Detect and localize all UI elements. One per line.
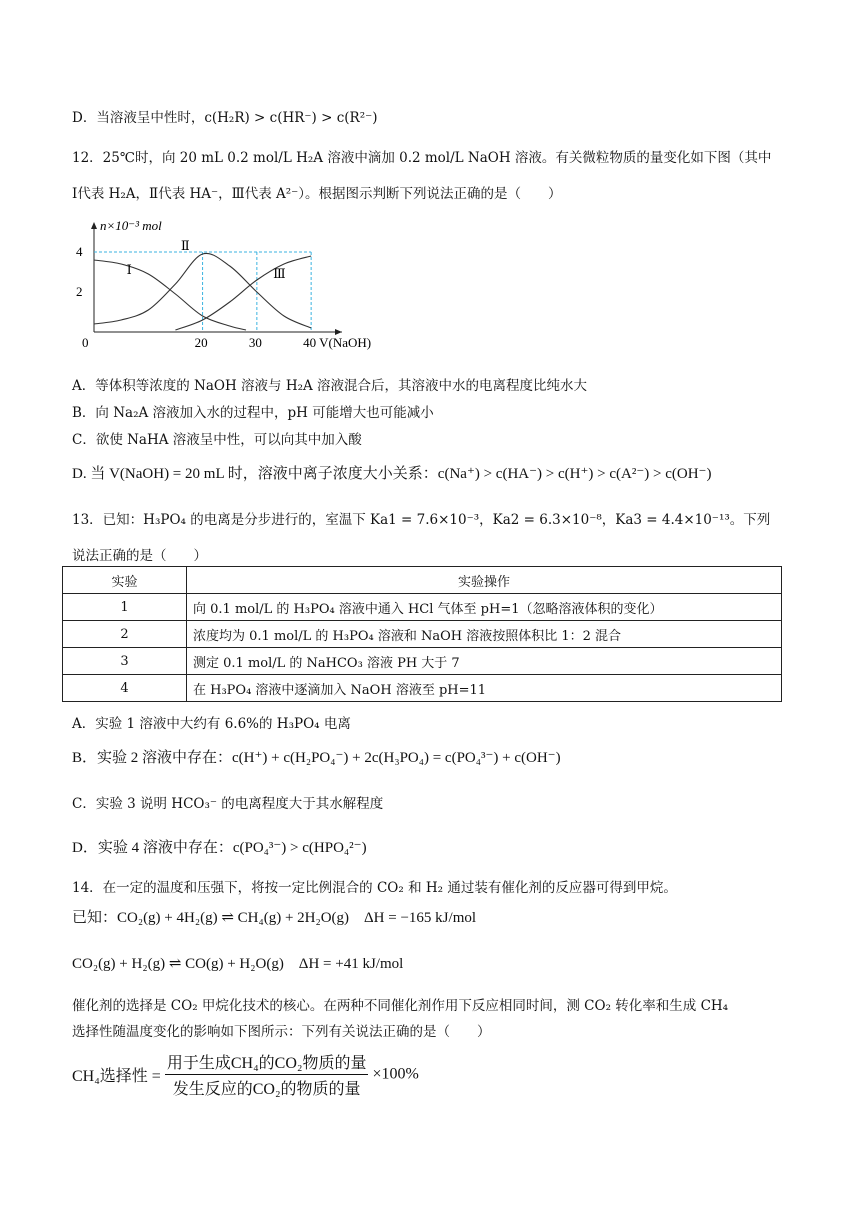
table-cell: 4 (63, 675, 187, 702)
q13-option-a: A．实验 1 溶液中大约有 6.6%的 H₃PO₄ 电离 (72, 716, 351, 732)
table-header-cell: 实验操作 (187, 567, 782, 594)
formula-right: ×100% (372, 1065, 419, 1083)
q13-table (62, 566, 782, 702)
y-axis-label: n×10⁻³ mol (100, 218, 162, 233)
q14-paragraph-line2: 选择性随温度变化的影响如下图所示：下列有关说法正确的是（ ） (72, 1024, 491, 1040)
table-cell: 2 (63, 621, 187, 648)
table-row (63, 621, 782, 648)
table-row (63, 675, 782, 702)
q12-option-a: A．等体积等浓度的 NaOH 溶液与 H₂A 溶液混合后，其溶液中水的电离程度比纯水大 (72, 378, 588, 394)
table-cell: 1 (63, 594, 187, 621)
table-header-cell: 实验 (63, 567, 187, 594)
x-tick-label: 0 (82, 335, 89, 350)
q12-option-c: C．欲使 NaHA 溶液呈中性，可以向其中加入酸 (72, 432, 362, 448)
y-tick-label: 4 (76, 244, 83, 259)
y-tick-label: 2 (76, 284, 83, 299)
q12-option-b: B．向 Na₂A 溶液加入水的过程中，pH 可能增大也可能减小 (72, 405, 434, 421)
q13-option-c: C．实验 3 说明 HCO₃⁻ 的电离程度大于其水解程度 (72, 796, 384, 812)
q12-chart (72, 214, 392, 364)
q14-equation-1: 已知：CO₂(g) + 4H₂(g) ⇌ CH₄(g) + 2H₂O(g) ΔH = −165 kJ/mol (72, 910, 477, 926)
q11-option-d: D．当溶液呈中性时，c(H₂R) > c(HR⁻) > c(R²⁻) (72, 110, 378, 126)
series-label: Ⅲ (273, 266, 286, 281)
table-row (63, 594, 782, 621)
x-tick-label: 20 (194, 335, 208, 350)
q12-stem-line2: Ⅰ代表 H₂A，Ⅱ代表 HA⁻，Ⅲ代表 A²⁻）。根据图示判断下列说法正确的是（ ） (72, 186, 562, 202)
q12-stem-line1: 12．25℃时，向 20 mL 0.2 mol/L H₂A 溶液中滴加 0.2 mol/L NaOH 溶液。有关微粒物质的量变化如下图（其中 (72, 150, 772, 166)
table-cell: 浓度均为 0.1 mol/L 的 H₃PO₄ 溶液和 NaOH 溶液按照体积比 1：2 混合 (187, 621, 782, 648)
q13-option-d: D．实验 4 溶液中存在：c(PO₄³⁻) > c(HPO₄²⁻) (72, 840, 367, 856)
table-cell: 3 (63, 648, 187, 675)
formula-left: CH₄选择性 = (72, 1068, 161, 1085)
series-label: Ⅱ (180, 238, 190, 253)
y-axis-arrow (91, 222, 97, 229)
x-tick-label: 30 (248, 335, 262, 350)
series-line-1 (94, 260, 246, 330)
x-tick-label: 40 (303, 335, 317, 350)
table-cell: 在 H₃PO₄ 溶液中逐滴加入 NaOH 溶液至 pH=11 (187, 675, 782, 702)
series-label: Ⅰ (126, 262, 132, 277)
q13-stem-line1: 13．已知：H₃PO₄ 的电离是分步进行的，室温下 Ka1 = 7.6×10⁻³，Ka2 = 6.3×10⁻⁸，Ka3 = 4.4×10⁻¹³。下列 (72, 512, 771, 528)
q14-stem: 14．在一定的温度和压强下，将按一定比例混合的 CO₂ 和 H₂ 通过装有催化剂的反应器可得到甲烷。 (72, 880, 677, 896)
q12-option-d: D. 当 V(NaOH) = 20 mL 时，溶液中离子浓度大小关系：c(Na⁺) > c(HA⁻) > c(H⁺) > c(A²⁻) > c(OH⁻) (72, 466, 712, 482)
q14-selectivity-formula (72, 1050, 419, 1099)
formula-denominator: 发生反应的CO₂的物质的量 (172, 1081, 361, 1098)
table-row (63, 648, 782, 675)
q13-stem-line2: 说法正确的是（ ） (72, 548, 207, 564)
table-cell: 测定 0.1 mol/L 的 NaHCO₃ 溶液 PH 大于 7 (187, 648, 782, 675)
series-line-3 (175, 256, 311, 330)
q14-paragraph-line1: 催化剂的选择是 CO₂ 甲烷化技术的核心。在两种不同催化剂作用下反应相同时间，测 CO₂ 转化率和生成 CH₄ (72, 998, 729, 1014)
q13-option-b: B．实验 2 溶液中存在：c(H⁺) + c(H₂PO₄⁻) + 2c(H₃PO₄) = c(PO₄³⁻) + c(OH⁻) (72, 750, 561, 766)
q14-equation-2: CO₂(g) + H₂(g) ⇌ CO(g) + H₂O(g) ΔH = +41 kJ/mol (72, 956, 404, 972)
formula-numerator: 用于生成CH₄的CO₂物质的量 (165, 1050, 369, 1075)
table-cell: 向 0.1 mol/L 的 H₃PO₄ 溶液中通入 HCl 气体至 pH=1（忽略溶液体积的变化） (187, 594, 782, 621)
formula-fraction (165, 1050, 369, 1099)
x-axis-label: V(NaOH) (319, 335, 372, 350)
table-header-row (63, 567, 782, 594)
